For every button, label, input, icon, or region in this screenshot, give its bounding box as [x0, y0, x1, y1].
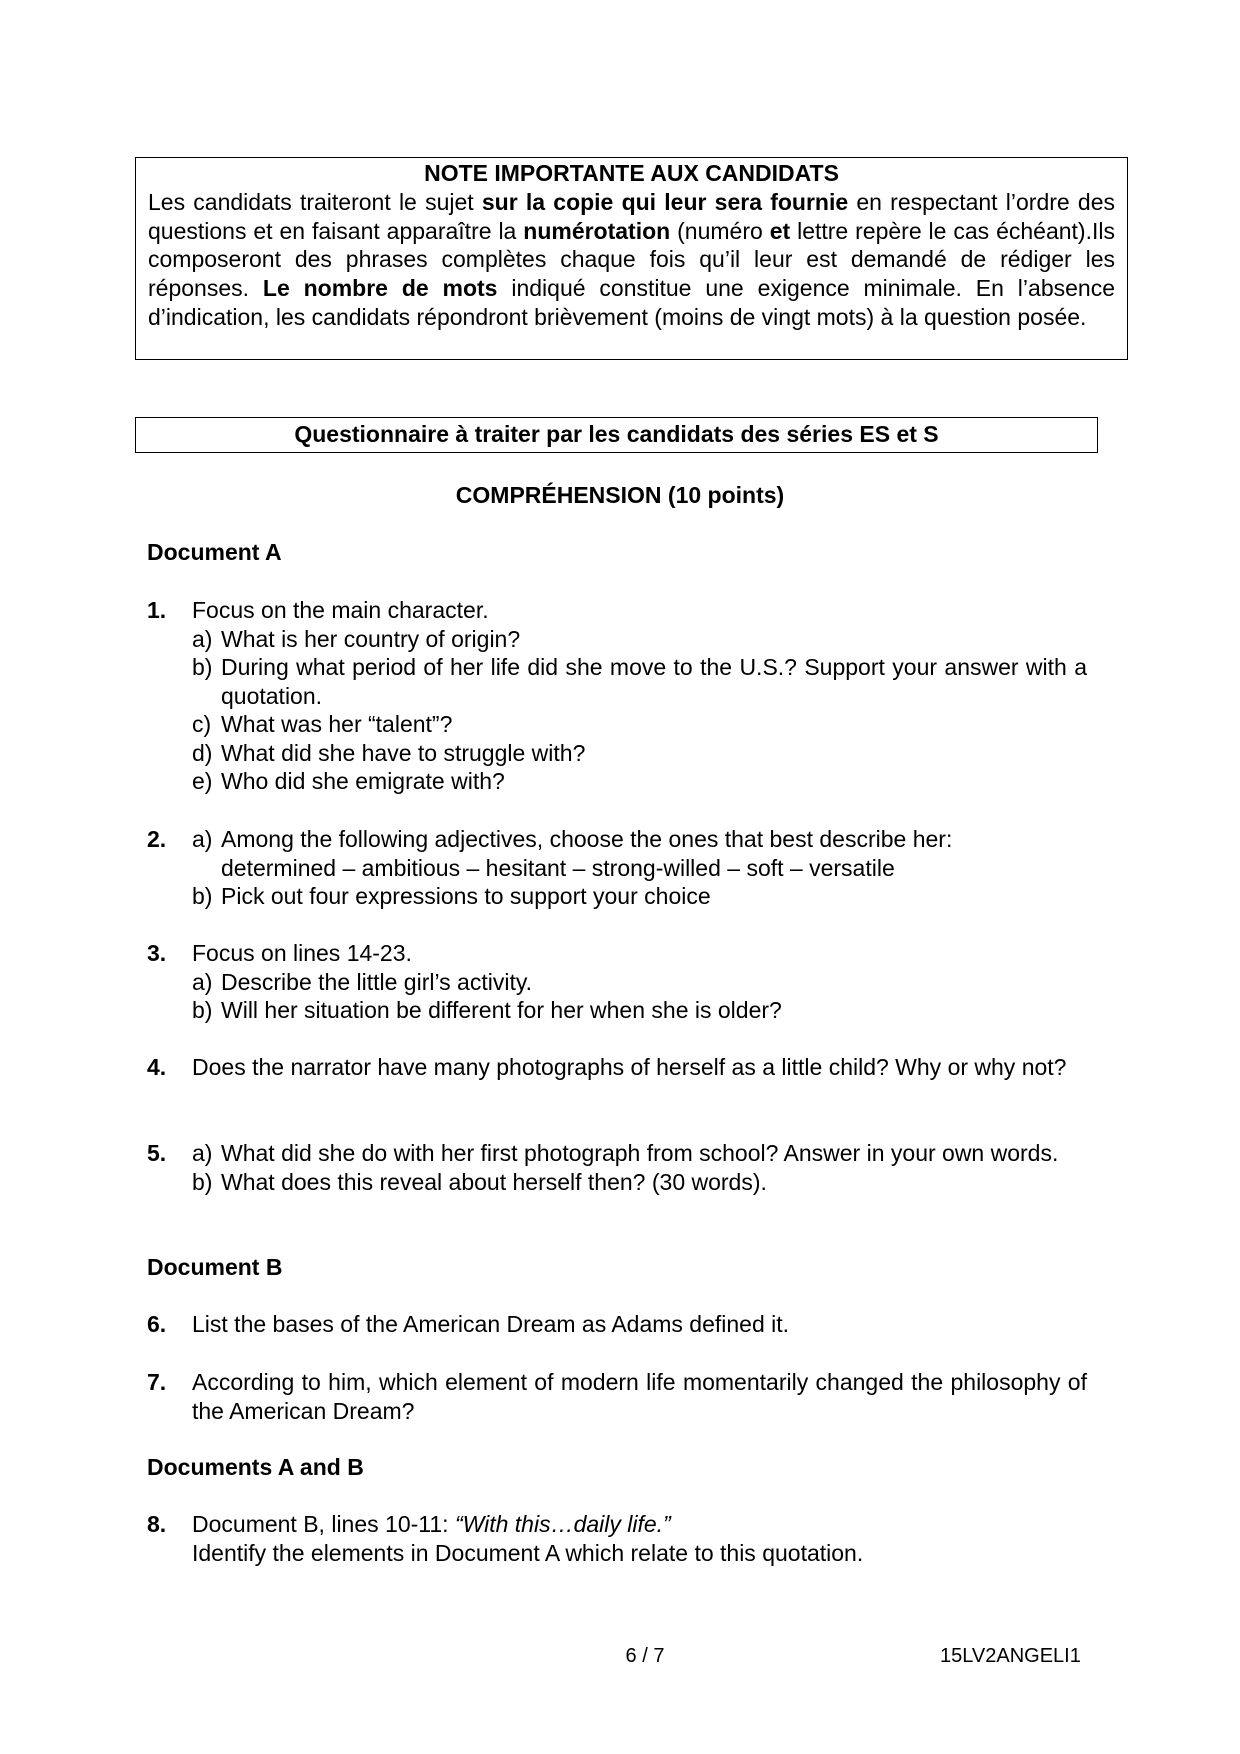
- sub-question-b: [192, 882, 1087, 911]
- sub-label: a): [192, 1140, 213, 1166]
- sub-text: What is her country of origin?: [221, 625, 521, 652]
- question-number: 4.: [147, 1054, 167, 1080]
- sub-question-c: [192, 710, 1087, 739]
- note-text: en respectant l’ordre des questions et en faisant apparaître la: [148, 189, 1115, 244]
- section-title: COMPRÉHENSION (10 points): [455, 482, 785, 508]
- note-bold-text: et: [769, 217, 791, 244]
- important-note-box: [135, 157, 1128, 360]
- question-text-2: Identify the elements in Document A which relate to this quotation.: [192, 1539, 864, 1566]
- question-text: According to him, which element of modern life momentarily changed the philosophy of the American Dream?: [192, 1369, 1087, 1424]
- sub-label: c): [192, 711, 212, 737]
- question-text: Focus on lines 14-23.: [192, 940, 412, 966]
- sub-label: b): [192, 997, 213, 1023]
- note-bold-text: sur la copie qui leur sera fournie: [481, 189, 849, 215]
- question-number: 5.: [147, 1140, 167, 1166]
- sub-label: a): [192, 968, 213, 995]
- sub-label: b): [192, 883, 213, 909]
- sub-question-a: [192, 968, 1087, 997]
- note-bold-text: numérotation: [523, 217, 671, 244]
- note-body: [148, 188, 1115, 332]
- question-1: [147, 596, 1087, 796]
- question-number: 6.: [147, 1311, 167, 1337]
- documents-a-and-b-heading: Documents A and B: [147, 1454, 364, 1480]
- sub-label: d): [192, 739, 213, 766]
- question-text: List the bases of the American Dream as Adams defined it.: [192, 1311, 790, 1337]
- sub-text: Among the following adjectives, choose the ones that best describe her:: [221, 826, 953, 852]
- question-text-part: Document B, lines 10-11:: [192, 1511, 455, 1537]
- adjective-list: determined – ambitious – hesitant – strong-willed – soft – versatile: [221, 854, 895, 881]
- question-2: [147, 825, 1087, 911]
- sub-question-b: [192, 996, 1087, 1025]
- sub-text: Will her situation be different for her when she is older?: [221, 997, 782, 1023]
- sub-question-a: [192, 1139, 1087, 1168]
- sub-label: a): [192, 625, 213, 652]
- question-text: [192, 1510, 1087, 1539]
- note-text: Les candidats traiteront le sujet: [148, 189, 482, 215]
- sub-text: What was her “talent”?: [221, 711, 453, 737]
- question-7: [147, 1368, 1087, 1425]
- sub-label: b): [192, 1168, 213, 1195]
- note-text: lettre repère le cas échéant).Ils composeront des phrases complètes chaque fois qu’il leur est demandé de rédiger les réponses.: [148, 217, 1115, 302]
- sub-text: Describe the little girl’s activity.: [221, 968, 533, 995]
- sub-text: Pick out four expressions to support your choice: [221, 883, 711, 909]
- question-6: [147, 1310, 1087, 1339]
- note-bold-text: Le nombre de mots: [262, 275, 498, 302]
- question-4: [147, 1053, 1087, 1082]
- sub-question-d: [192, 739, 1087, 768]
- document-b-heading: Document B: [147, 1254, 283, 1280]
- sub-question-e: [192, 767, 1087, 796]
- question-number: 8.: [147, 1511, 167, 1537]
- sub-text: What did she have to struggle with?: [221, 739, 586, 766]
- sub-label: b): [192, 654, 213, 680]
- question-number: 3.: [147, 940, 167, 966]
- sub-text: What did she do with her first photograph from school? Answer in your own words.: [221, 1140, 1059, 1166]
- sub-text: During what period of her life did she move to the U.S.? Support your answer with a quotation.: [221, 654, 1087, 709]
- quotation: “With this…daily life.”: [454, 1511, 671, 1537]
- question-5: [147, 1139, 1087, 1196]
- document-code: 15LV2ANGELI1: [940, 1645, 1081, 1667]
- sub-text: What does this reveal about herself then? (30 words).: [221, 1168, 767, 1195]
- question-text: Focus on the main character.: [192, 597, 489, 623]
- questionnaire-title: Questionnaire à traiter par les candidats des séries ES et S: [135, 417, 1098, 453]
- sub-question-b: [192, 1168, 1087, 1197]
- document-a-heading: Document A: [147, 539, 282, 565]
- question-8: [147, 1510, 1087, 1567]
- note-text: (numéro: [670, 217, 770, 244]
- question-number: 7.: [147, 1369, 167, 1395]
- sub-text: Who did she emigrate with?: [221, 768, 505, 794]
- note-text: indiqué constitue une exigence minimale. En l’absence d’indication, les candidats répondront brièvement (moins de vingt mots) à la question posée.: [148, 275, 1115, 330]
- note-title: NOTE IMPORTANTE AUX CANDIDATS: [424, 160, 839, 186]
- sub-question-a: [192, 625, 1087, 654]
- sub-label: e): [192, 768, 213, 794]
- question-number: 2.: [147, 826, 167, 852]
- question-number: 1.: [147, 597, 167, 623]
- sub-question-a: [192, 825, 1087, 854]
- sub-label: a): [192, 826, 213, 852]
- sub-question-b: [192, 653, 1087, 710]
- question-text: Does the narrator have many photographs of herself as a little child? Why or why not?: [192, 1054, 1067, 1080]
- question-3: [147, 939, 1087, 1025]
- page-number: 6 / 7: [625, 1645, 665, 1667]
